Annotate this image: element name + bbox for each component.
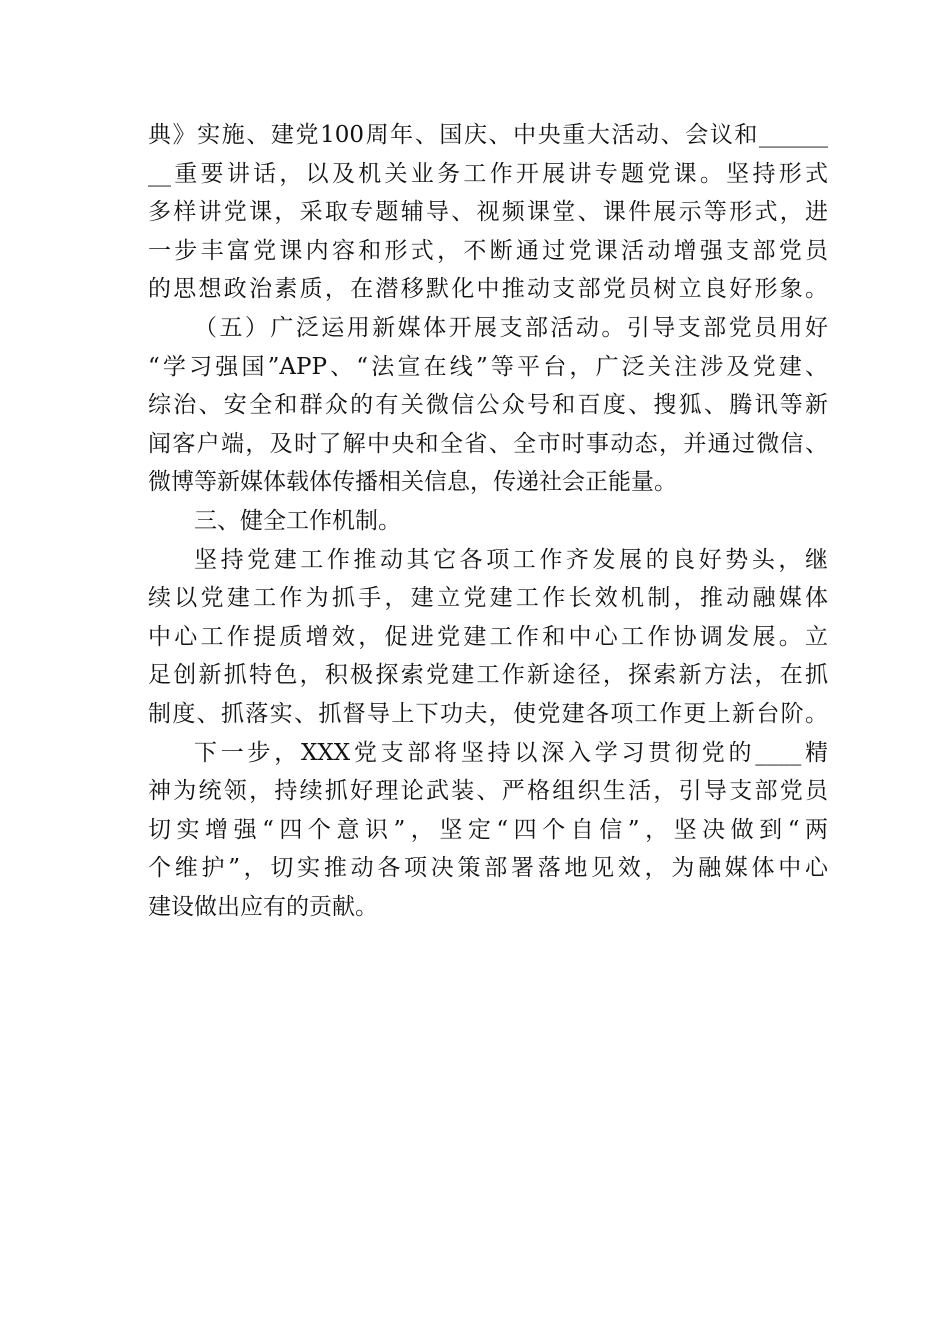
- text-line: 切实增强“四个意识”，坚定“四个自信”，坚决做到“两: [148, 816, 828, 843]
- text-line: 典》实施、建党100周年、国庆、中央重大活动、会议和______: [148, 122, 828, 148]
- text-line: 坚持党建工作推动其它各项工作齐发展的良好势头，继: [194, 546, 828, 573]
- text-line: 神为统领，持续抓好理论武装、严格组织生活，引导支部党员: [148, 778, 828, 805]
- text-line: __重要讲话，以及机关业务工作开展讲专题党课。坚持形式: [148, 160, 828, 187]
- next-step-paragraph-line: 下一步，XXX党支部将坚持以深入学习贯彻党的____精: [194, 739, 828, 766]
- section-five-heading-line: （五）广泛运用新媒体开展支部活动。引导支部党员用好: [194, 314, 828, 341]
- text-line: 个维护”，切实推动各项决策部署落地见效，为融媒体中心: [148, 855, 828, 882]
- text-line: “学习强国”APP、“法宣在线”等平台，广泛关注涉及党建、: [148, 353, 828, 380]
- document-body: [148, 116, 828, 926]
- text-line: 一步丰富党课内容和形式，不断通过党课活动增强支部党员: [148, 237, 828, 264]
- text-line: 综治、安全和群众的有关微信公众号和百度、搜狐、腾讯等新: [148, 392, 828, 419]
- section-three-heading: 三、健全工作机制。: [194, 507, 401, 534]
- text-line: 续以党建工作为抓手，建立党建工作长效机制，推动融媒体: [148, 585, 828, 612]
- text-line: 微博等新媒体载体传播相关信息，传递社会正能量。: [148, 469, 677, 496]
- text-line: 闻客户端，及时了解中央和全省、全市时事动态，并通过微信、: [148, 430, 828, 457]
- text-line: 的思想政治素质，在潜移默化中推动支部党员树立良好形象。: [148, 276, 828, 303]
- text-line: 建设做出应有的贡献。: [148, 893, 378, 920]
- text-line: 制度、抓落实、抓督导上下功夫，使党建各项工作更上新台阶。: [148, 700, 828, 727]
- text-line: 中心工作提质增效，促进党建工作和中心工作协调发展。立: [148, 623, 828, 650]
- text-line: 足创新抓特色，积极探索党建工作新途径，探索新方法，在抓: [148, 662, 828, 689]
- text-line: 多样讲党课，采取专题辅导、视频课堂、课件展示等形式，进: [148, 199, 828, 226]
